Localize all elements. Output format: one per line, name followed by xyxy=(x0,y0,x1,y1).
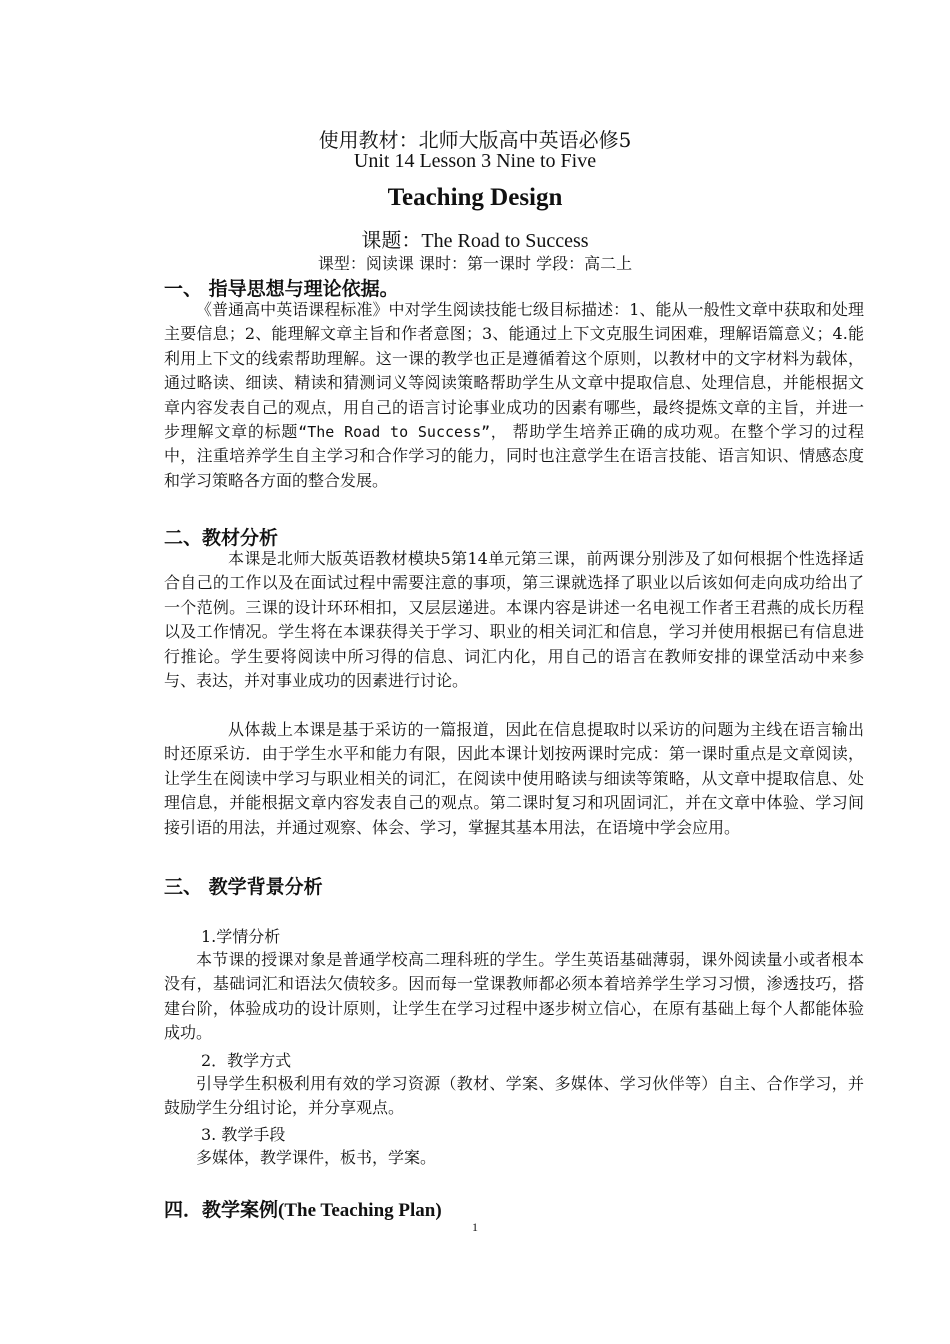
section3-sub1: 1.学情分析 xyxy=(201,927,281,946)
section1-paragraph xyxy=(164,298,864,493)
lesson-meta: 课型：阅读课 课时：第一课时 学段：高二上 xyxy=(317,254,633,273)
section3-paragraph-3: 多媒体，教学课件，板书，学案。 xyxy=(196,1148,437,1167)
section4-heading-cn: 四．教学案例 xyxy=(164,1199,279,1221)
unit-line: Unit 14 Lesson 3 Nine to Five xyxy=(353,150,597,172)
section1-text-a: 《普通高中英语课程标准》中对学生阅读技能七级目标描述：1、能从一般性文章中获取和处理主要信息；2、能理解文章主旨和作者意图；3、能通过上下文克服生词困难，理解语篇意义；4.能利用上下文的线索帮助理解。这一课的教学也正是遵循着这个原则，以教材中的文字材料为载体，通过略读、细读、精读和猜测词义等阅读策略帮助学生从文章中提取信息、处理信息，并能根据文章内容发表自己的观点，用自己的语言讨论事业成功的因素有哪些，最终提炼文章的主旨，并进一步理解文章的标题 xyxy=(164,300,864,442)
section4-heading xyxy=(164,1195,442,1222)
topic-value: The Road to Success xyxy=(421,230,589,252)
textbook-line: 使用教材：北师大版高中英语必修5 xyxy=(318,128,632,152)
section3-paragraph-2: 引导学生积极利用有效的学习资源（教材、学案、多媒体、学习伙伴等）自主、合作学习，并鼓励学生分组讨论，并分享观点。 xyxy=(164,1074,864,1118)
section2-paragraph-1: 本课是北师大版英语教材模块5第14单元第三课，前两课分别涉及了如何根据个性选择适合自己的工作以及在面试过程中需要注意的事项，第三课就选择了职业以后该如何走向成功给出了一个范例。三课的设计环环相扣，又层层递进。本课内容是讲述一名电视工作者王君燕的成长历程以及工作情况。学生将在本课获得关于学习、职业的相关词汇和信息，学习并使用根据已有信息进行推论。学生要将阅读中所习得的信息、词汇内化，用自己的语言在教师安排的课堂活动中来参与、表达，并对事业成功的因素进行讨论。 xyxy=(164,549,864,691)
section2-heading: 二、教材分析 xyxy=(164,527,279,549)
section3-heading: 三、 教学背景分析 xyxy=(164,876,323,898)
page-number: 1 xyxy=(472,1220,478,1234)
document-title: Teaching Design xyxy=(387,184,563,211)
section2-paragraph-2: 从体裁上本课是基于采访的一篇报道，因此在信息提取时以采访的问题为主线在语言输出时还原采访．由于学生水平和能力有限，因此本课计划按两课时完成：第一课时重点是文章阅读，让学生在阅读中学习与职业相关的词汇，在阅读中使用略读与细读等策略，从文章中提取信息、处理信息，并能根据文章内容发表自己的观点。第二课时复习和巩固词汇，并在文章中体验、学习间接引语的用法，并通过观察、体会、学习，掌握其基本用法，在语境中学会应用。 xyxy=(164,720,864,837)
section1-quote: “The Road to Success”， xyxy=(298,423,507,442)
topic-line xyxy=(0,224,950,253)
section1-heading: 一、 指导思想与理论依据。 xyxy=(164,278,399,300)
section1-text-b: 帮助学生培养正确的成功观。在整个学习的过程中，注重培养学生自主学习和合作学习的能力，同时也注意学生在语言技能、语言知识、情感态度和学习策略各方面的整合发展。 xyxy=(164,422,864,490)
section3-sub3: 3. 教学手段 xyxy=(201,1125,286,1144)
section3-sub2: 2．教学方式 xyxy=(201,1051,292,1070)
section3-paragraph-1: 本节课的授课对象是普通学校高二理科班的学生。学生英语基础薄弱，课外阅读量小或者根本没有，基础词汇和语法欠债较多。因而每一堂课教师都必须本着培养学生学习习惯，渗透技巧，搭建台阶，体验成功的设计原则，让学生在学习过程中逐步树立信心，在原有基础上每个人都能体验成功。 xyxy=(164,950,864,1043)
section4-heading-en: (The Teaching Plan) xyxy=(278,1200,442,1221)
topic-label: 课题： xyxy=(361,228,422,252)
